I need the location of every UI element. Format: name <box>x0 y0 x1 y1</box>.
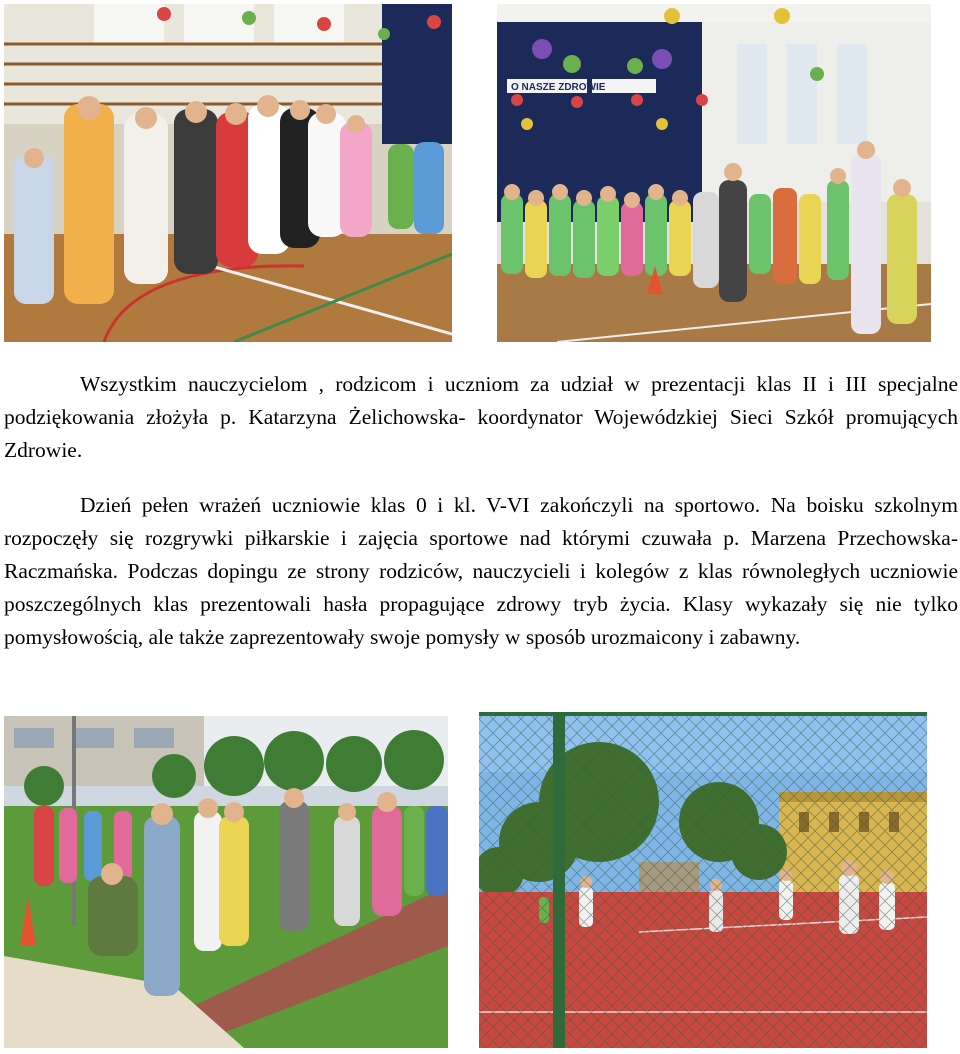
photo-gym-teachers <box>4 4 452 342</box>
paragraph-text: Dzień pełen wrażeń uczniowie klas 0 i kl. V-VI zakończyli na sportowo. Na boisku szkolnym rozpoczęły się rozgrywki piłkarskie i zajęcia sportowe nad którymi czuwała p. Marzena Przechowska- Raczmańska. Podczas dopingu ze strony rodziców, nauczycieli i kolegów z klas równoległych uczniowie poszczególnych klas prezentowali hasła propagujące zdrowy tryb życia. Klasy wykazały się nie tylko pomysłowością, ale także zaprezentowały swoje pomysły w sposób urozmaicony i zabawny. <box>4 493 958 649</box>
photo-stage-children <box>497 4 931 342</box>
photo-sports-court <box>479 712 927 1048</box>
banner-text: O NASZE ZDROWIE <box>511 82 606 93</box>
paragraph-text: Wszystkim nauczycielom , rodzicom i uczniom za udział w prezentacji klas II i III specjalne podziękowania złożyła p. Katarzyna Żelichowska- koordynator Wojewódzkiej Sieci Szkół promujących Zdrowie. <box>4 372 958 462</box>
photo-outdoor-sandpit <box>4 716 448 1048</box>
paragraph-sports-day <box>4 489 958 654</box>
paragraph-thanks <box>4 368 958 467</box>
